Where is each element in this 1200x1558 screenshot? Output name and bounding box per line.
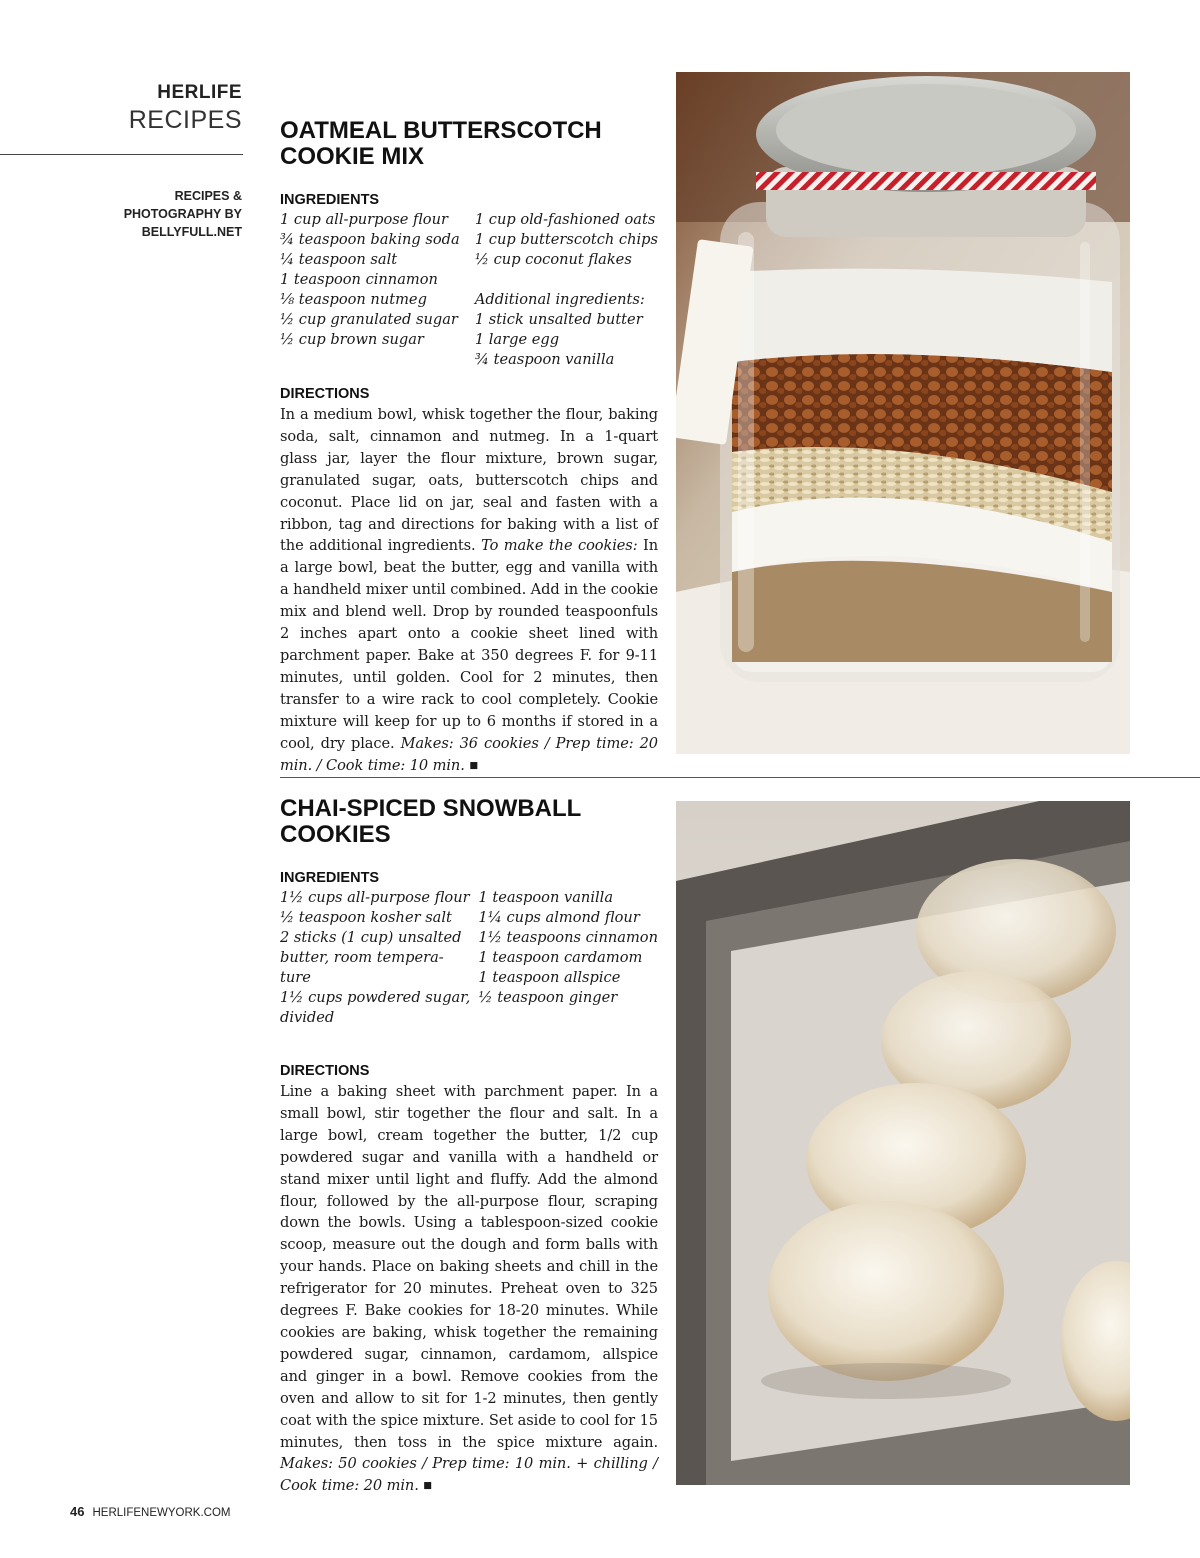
ingredient-item: ½ teaspoon kosher salt bbox=[280, 909, 452, 926]
ingredients-column bbox=[280, 210, 475, 370]
ingredient-item: 1 cup butterscotch chips bbox=[474, 231, 658, 248]
page-footer bbox=[70, 1504, 230, 1519]
ingredient-item: 1 stick unsalted butter bbox=[474, 311, 643, 328]
ingredient-item: divided bbox=[280, 1009, 335, 1026]
ingredient-item: 1½ cups all-purpose flour bbox=[280, 889, 470, 906]
ingredients-heading: INGREDIENTS bbox=[280, 870, 380, 886]
directions-heading: DIRECTIONS bbox=[280, 386, 370, 402]
cookies-illustration bbox=[676, 801, 1130, 1485]
recipe-title: OATMEAL BUTTERSCOTCH COOKIE MIX bbox=[280, 117, 602, 170]
directions-text: In a medium bowl, whisk together the flour, baking soda, salt, cinnamon and nutmeg. In a 1-quart glass jar, layer the flour mixture, brown sugar, granulated sugar, oats, butterscotch chips and coconut. Place lid on jar, seal and fasten with a ribbon, tag and directions for baking with a list of the additional ingredients. To make the cookies: In a large bowl, beat the butter, egg and vanilla with a handheld mixer until combined. Add in the cookie mix and blend well. Drop by rounded teaspoonfuls 2 inches apart onto a cookie sheet lined with parchment paper. Bake at 350 degrees F. for 9-11 minutes, until golden. Cool for 2 minutes, then transfer to a wire rack to cool completely. Cookie mixture will keep for up to 6 months if stored in a cool, dry place. Makes: 36 cookies / Prep time: 20 min. / Cook time: 10 min. ■ bbox=[280, 406, 658, 774]
site-url[interactable]: HERLIFENEWYORK.COM bbox=[92, 1507, 231, 1519]
ingredients-heading: INGREDIENTS bbox=[280, 192, 380, 208]
ingredient-item bbox=[475, 270, 658, 290]
end-mark: ■ bbox=[423, 1478, 433, 1495]
ingredient-item: 1 cup all-purpose flour bbox=[280, 211, 448, 228]
ingredient-item: 1 teaspoon vanilla bbox=[478, 889, 614, 906]
ingredient-item: 1 teaspoon allspice bbox=[478, 969, 621, 986]
ingredient-item: 2 sticks (1 cup) unsalted bbox=[280, 929, 462, 946]
recipe-title: CHAI-SPICED SNOWBALL COOKIES bbox=[280, 795, 582, 848]
ingredient-item: 1½ cups powdered sugar, bbox=[280, 989, 471, 1006]
credit-line: PHOTOGRAPHY BY bbox=[123, 207, 242, 221]
ingredients-column bbox=[475, 210, 658, 370]
sidebar-divider bbox=[0, 154, 243, 155]
recipe-oatmeal-butterscotch bbox=[280, 118, 658, 777]
end-mark: ■ bbox=[469, 757, 479, 774]
ingredient-item: butter, room tempera- bbox=[280, 949, 444, 966]
credit-line: RECIPES & bbox=[174, 189, 242, 203]
ingredients-column bbox=[478, 888, 658, 1028]
ingredient-item: Additional ingredients: bbox=[474, 291, 645, 308]
recipe-divider bbox=[280, 777, 1200, 778]
recipe-chai-snowball bbox=[280, 796, 658, 1498]
ingredient-item: ½ teaspoon ginger bbox=[478, 989, 618, 1006]
ingredient-item: ½ cup granulated sugar bbox=[280, 311, 458, 328]
snowball-cookies-photo bbox=[676, 801, 1130, 1485]
ingredient-item: ture bbox=[280, 969, 311, 986]
ingredient-item: ¾ teaspoon vanilla bbox=[474, 351, 615, 368]
section-category: RECIPES bbox=[128, 106, 242, 134]
ingredient-item: ½ cup brown sugar bbox=[280, 331, 424, 348]
credit-source-link[interactable]: BELLYFULL.NET bbox=[141, 225, 242, 239]
ingredient-item: 1 teaspoon cardamom bbox=[478, 949, 643, 966]
ingredients-column bbox=[280, 888, 478, 1028]
photo-credit bbox=[82, 187, 242, 241]
directions-text: Line a baking sheet with parchment paper. In a small bowl, stir together the flour and salt. In a large bowl, cream together the butter, 1/2 cup powdered sugar and vanilla with a handheld or stand mixer until light and fluffy. Add the almond flour, followed by the all-purpose flour, scraping down the bowls. Using a tablespoon-sized cookie scoop, measure out the dough and form balls with your hands. Place on baking sheets and chill in the refrigerator for 20 minutes. Preheat oven to 325 degrees F. Bake cookies for 18-20 minutes. While cookies are baking, whisk together the remaining powdered sugar, cinnamon, cardamom, allspice and ginger in a bowl. Remove cookies from the oven and allow to sit for 1-2 minutes, then gently coat with the spice mixture. Set aside to cool for 15 minutes, then toss in the spice mixture again. Makes: 50 cookies / Prep time: 10 min. + chilling / Cook time: 20 min. ■ bbox=[280, 1083, 658, 1495]
ingredient-item: ⅛ teaspoon nutmeg bbox=[280, 291, 427, 308]
recipe-yield: Makes: 36 cookies / Prep time: 20 min. / Cook time: 10 min. bbox=[280, 734, 658, 774]
recipe-yield: Makes: 50 cookies / Prep time: 10 min. + chilling / Cook time: 20 min. bbox=[280, 1455, 658, 1495]
ingredient-item: 1 cup old-fashioned oats bbox=[474, 211, 656, 228]
ingredients-list bbox=[280, 888, 658, 1028]
page-number: 46 bbox=[70, 1504, 85, 1519]
section-header bbox=[129, 82, 242, 135]
jar-illustration bbox=[676, 72, 1130, 754]
ingredient-item: 1 large egg bbox=[474, 331, 560, 348]
ingredient-item: ¾ teaspoon baking soda bbox=[280, 231, 460, 248]
directions-heading: DIRECTIONS bbox=[280, 1063, 370, 1079]
ingredient-item: ½ cup coconut flakes bbox=[474, 251, 632, 268]
magazine-brand: HERLIFE bbox=[157, 82, 242, 103]
ingredient-item: 1½ teaspoons cinnamon bbox=[478, 929, 658, 946]
cookie-mix-jar-photo bbox=[676, 72, 1130, 754]
ingredient-item: ¼ teaspoon salt bbox=[280, 251, 398, 268]
ingredient-item: 1¼ cups almond flour bbox=[478, 909, 640, 926]
ingredient-item: 1 teaspoon cinnamon bbox=[280, 271, 438, 288]
ingredients-list bbox=[280, 210, 658, 370]
